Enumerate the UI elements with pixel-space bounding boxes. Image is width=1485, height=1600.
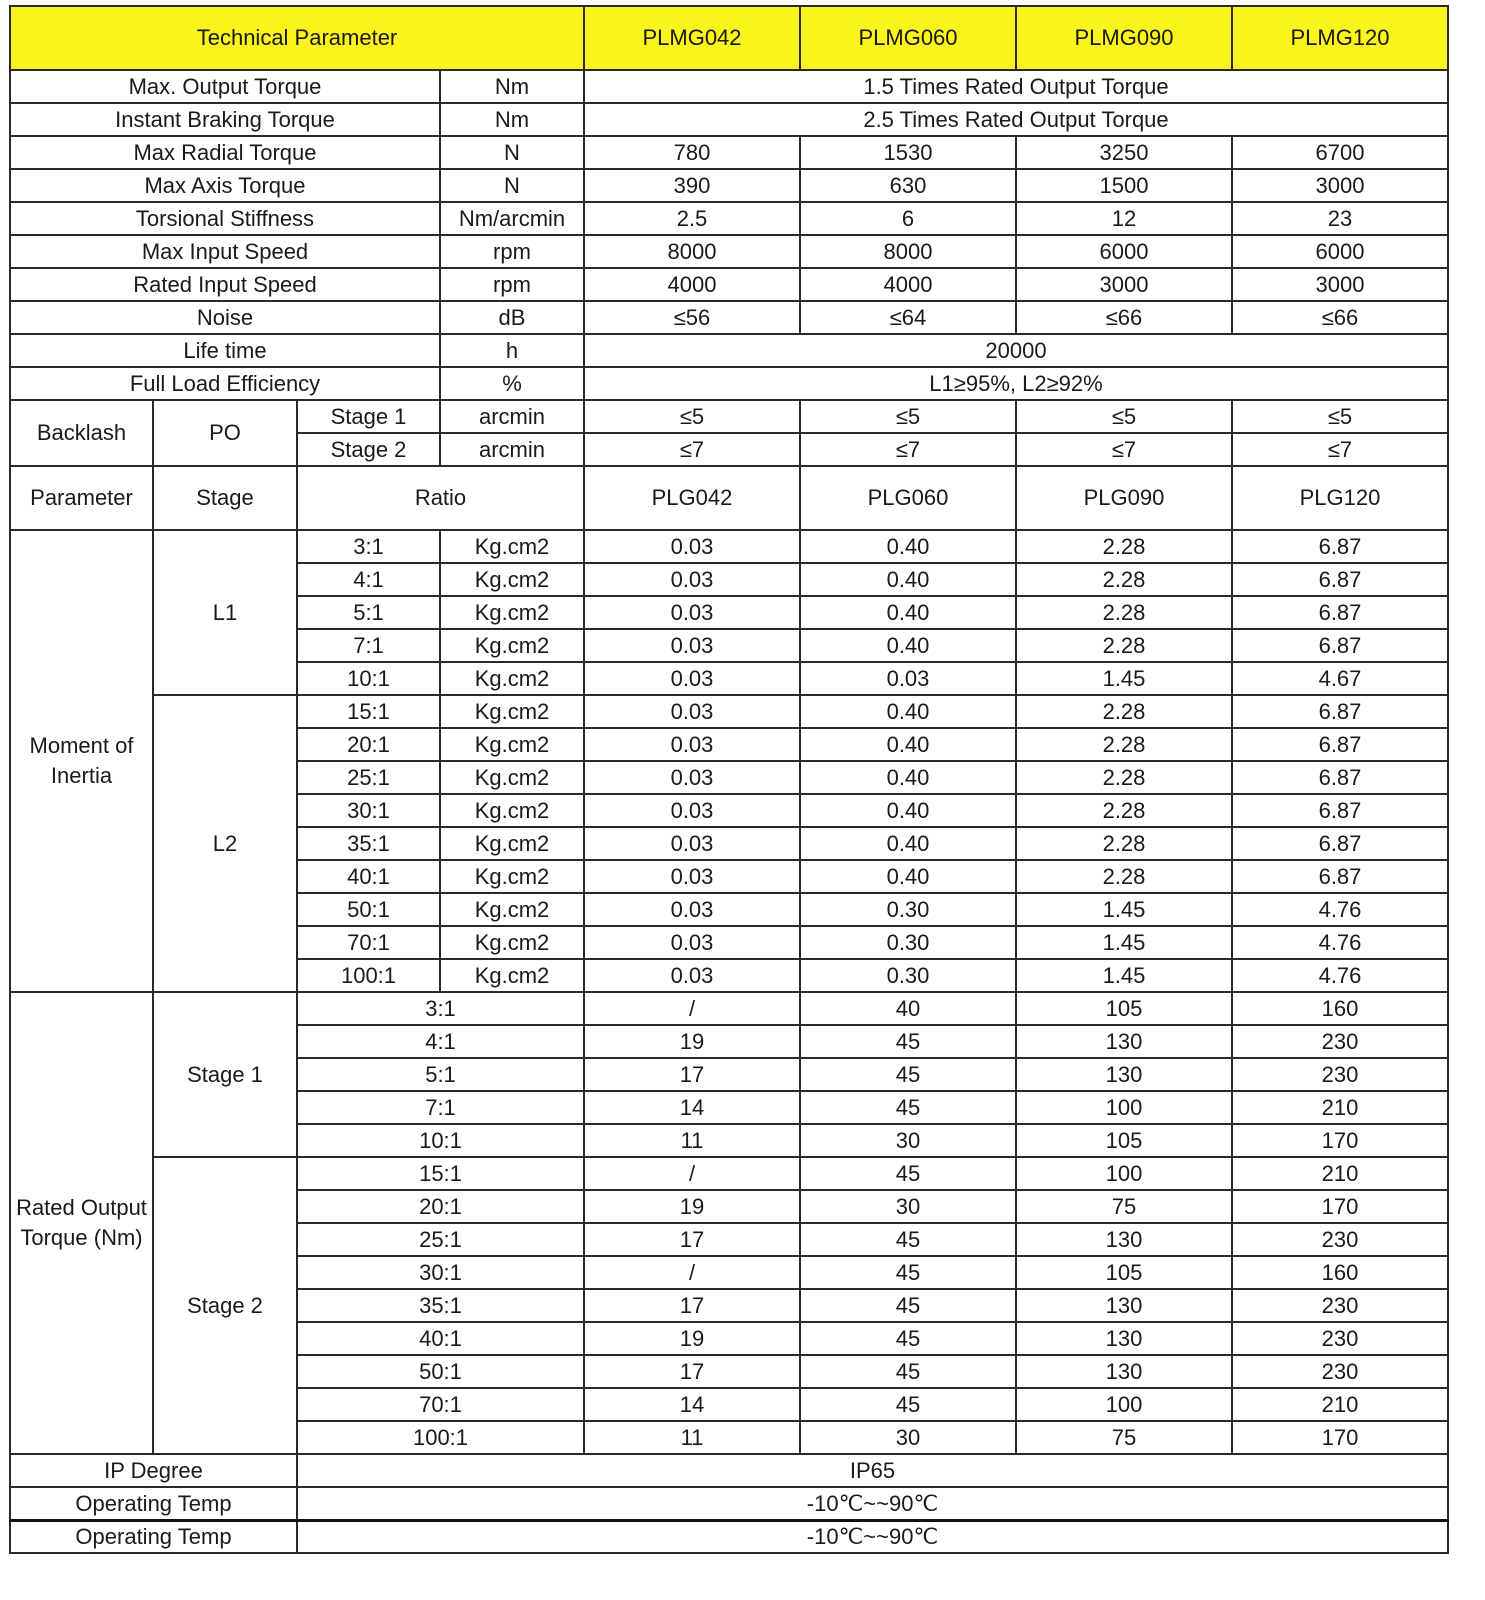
spec-unit: N <box>440 136 584 169</box>
rated-torque-stage: Stage 2 <box>153 1157 297 1454</box>
footer-value: -10℃~~90℃ <box>297 1520 1448 1553</box>
spec-label: Max Input Speed <box>10 235 440 268</box>
inertia-stage: L1 <box>153 530 297 695</box>
rated-torque-value: 45 <box>800 1058 1016 1091</box>
inertia-value: 6.87 <box>1232 563 1448 596</box>
table-row <box>10 169 1448 202</box>
rated-torque-value: 130 <box>1016 1355 1232 1388</box>
inertia-value: 4.67 <box>1232 662 1448 695</box>
inertia-value: 0.03 <box>584 629 800 662</box>
rated-torque-value: 30 <box>800 1190 1016 1223</box>
model-header: PLMG090 <box>1016 6 1232 70</box>
subheader-model: PLG060 <box>800 466 1016 530</box>
rated-torque-value: 11 <box>584 1124 800 1157</box>
table-row <box>10 1487 1448 1520</box>
inertia-value: 2.28 <box>1016 695 1232 728</box>
rated-torque-value: 17 <box>584 1223 800 1256</box>
inertia-value: 0.03 <box>584 827 800 860</box>
inertia-value: 2.28 <box>1016 563 1232 596</box>
inertia-unit: Kg.cm2 <box>440 629 584 662</box>
spec-value: 6700 <box>1232 136 1448 169</box>
spec-value: 2.5 <box>584 202 800 235</box>
inertia-ratio: 35:1 <box>297 827 440 860</box>
inertia-value: 6.87 <box>1232 695 1448 728</box>
inertia-value: 0.40 <box>800 695 1016 728</box>
inertia-ratio: 10:1 <box>297 662 440 695</box>
spec-label: Instant Braking Torque <box>10 103 440 136</box>
spec-label: Torsional Stiffness <box>10 202 440 235</box>
inertia-value: 6.87 <box>1232 794 1448 827</box>
rated-torque-value: 230 <box>1232 1355 1448 1388</box>
inertia-unit: Kg.cm2 <box>440 926 584 959</box>
spec-label: Life time <box>10 334 440 367</box>
rated-torque-value: 14 <box>584 1388 800 1421</box>
inertia-value: 2.28 <box>1016 827 1232 860</box>
table-row <box>10 1454 1448 1487</box>
rated-torque-ratio: 30:1 <box>297 1256 584 1289</box>
spec-value: 8000 <box>800 235 1016 268</box>
rated-torque-value: 75 <box>1016 1190 1232 1223</box>
inertia-value: 0.03 <box>584 926 800 959</box>
spec-value: 3000 <box>1232 169 1448 202</box>
rated-torque-value: 160 <box>1232 1256 1448 1289</box>
inertia-ratio: 5:1 <box>297 596 440 629</box>
spec-merged-value: L1≥95%, L2≥92% <box>584 367 1448 400</box>
inertia-unit: Kg.cm2 <box>440 662 584 695</box>
inertia-unit: Kg.cm2 <box>440 695 584 728</box>
rated-torque-value: 30 <box>800 1124 1016 1157</box>
spec-value: 8000 <box>584 235 800 268</box>
inertia-value: 0.40 <box>800 629 1016 662</box>
rated-torque-value: 170 <box>1232 1190 1448 1223</box>
rated-torque-value: 45 <box>800 1157 1016 1190</box>
inertia-value: 0.40 <box>800 596 1016 629</box>
inertia-value: 1.45 <box>1016 926 1232 959</box>
inertia-value: 0.30 <box>800 959 1016 992</box>
footer-label: IP Degree <box>10 1454 297 1487</box>
spec-unit: Nm/arcmin <box>440 202 584 235</box>
inertia-value: 4.76 <box>1232 926 1448 959</box>
spec-label: Noise <box>10 301 440 334</box>
inertia-value: 0.40 <box>800 860 1016 893</box>
rated-torque-value: 230 <box>1232 1289 1448 1322</box>
table-row <box>10 6 1448 70</box>
inertia-value: 0.40 <box>800 794 1016 827</box>
inertia-value: 2.28 <box>1016 794 1232 827</box>
subheader-model: PLG120 <box>1232 466 1448 530</box>
spec-label: Max Axis Torque <box>10 169 440 202</box>
inertia-value: 6.87 <box>1232 596 1448 629</box>
rated-torque-value: 75 <box>1016 1421 1232 1454</box>
table-row <box>10 334 1448 367</box>
inertia-ratio: 100:1 <box>297 959 440 992</box>
spec-value: 3000 <box>1232 268 1448 301</box>
spec-unit: rpm <box>440 268 584 301</box>
spec-value: 6 <box>800 202 1016 235</box>
spec-value: 1500 <box>1016 169 1232 202</box>
rated-torque-value: 210 <box>1232 1157 1448 1190</box>
rated-torque-value: 45 <box>800 1355 1016 1388</box>
rated-torque-value: 170 <box>1232 1421 1448 1454</box>
subheader-parameter: Parameter <box>10 466 153 530</box>
rated-torque-value: 19 <box>584 1190 800 1223</box>
rated-torque-value: 130 <box>1016 1058 1232 1091</box>
rated-torque-ratio: 100:1 <box>297 1421 584 1454</box>
inertia-value: 0.40 <box>800 563 1016 596</box>
inertia-value: 2.28 <box>1016 728 1232 761</box>
spec-value: 3250 <box>1016 136 1232 169</box>
inertia-value: 0.03 <box>584 893 800 926</box>
rated-torque-ratio: 15:1 <box>297 1157 584 1190</box>
model-header: PLMG120 <box>1232 6 1448 70</box>
spec-label: Max Radial Torque <box>10 136 440 169</box>
rated-torque-value: 170 <box>1232 1124 1448 1157</box>
rated-torque-value: 210 <box>1232 1091 1448 1124</box>
inertia-unit: Kg.cm2 <box>440 728 584 761</box>
inertia-value: 1.45 <box>1016 662 1232 695</box>
table-row <box>10 1157 1448 1190</box>
inertia-value: 0.40 <box>800 530 1016 563</box>
table-row <box>10 235 1448 268</box>
rated-torque-value: 30 <box>800 1421 1016 1454</box>
spec-value: 3000 <box>1016 268 1232 301</box>
backlash-stage: Stage 2 <box>297 433 440 466</box>
table-row <box>10 530 1448 563</box>
rated-torque-ratio: 70:1 <box>297 1388 584 1421</box>
rated-torque-value: 130 <box>1016 1322 1232 1355</box>
spec-unit: N <box>440 169 584 202</box>
inertia-unit: Kg.cm2 <box>440 827 584 860</box>
rated-torque-value: 100 <box>1016 1157 1232 1190</box>
table-row <box>10 1520 1448 1553</box>
inertia-value: 0.30 <box>800 893 1016 926</box>
footer-label: Operating Temp <box>10 1487 297 1520</box>
inertia-ratio: 25:1 <box>297 761 440 794</box>
inertia-value: 0.03 <box>584 728 800 761</box>
spec-value: 23 <box>1232 202 1448 235</box>
inertia-value: 1.45 <box>1016 959 1232 992</box>
inertia-value: 0.03 <box>584 794 800 827</box>
backlash-value: ≤5 <box>800 400 1016 433</box>
spec-label: Rated Input Speed <box>10 268 440 301</box>
rated-torque-value: 40 <box>800 992 1016 1025</box>
table-row <box>10 992 1448 1025</box>
spec-unit: Nm <box>440 70 584 103</box>
spec-value: ≤64 <box>800 301 1016 334</box>
spec-merged-value: 20000 <box>584 334 1448 367</box>
rated-torque-value: 14 <box>584 1091 800 1124</box>
inertia-value: 0.03 <box>584 761 800 794</box>
rated-torque-value: 45 <box>800 1322 1016 1355</box>
rated-torque-value: / <box>584 992 800 1025</box>
rated-torque-value: 130 <box>1016 1289 1232 1322</box>
inertia-value: 2.28 <box>1016 596 1232 629</box>
rated-torque-value: 17 <box>584 1289 800 1322</box>
rated-torque-ratio: 20:1 <box>297 1190 584 1223</box>
inertia-unit: Kg.cm2 <box>440 530 584 563</box>
rated-torque-ratio: 40:1 <box>297 1322 584 1355</box>
inertia-unit: Kg.cm2 <box>440 563 584 596</box>
header-title: Technical Parameter <box>10 6 584 70</box>
rated-torque-value: 230 <box>1232 1025 1448 1058</box>
footer-value: -10℃~~90℃ <box>297 1487 1448 1520</box>
rated-torque-label: Rated Output Torque (Nm) <box>10 992 153 1454</box>
inertia-value: 4.76 <box>1232 959 1448 992</box>
inertia-unit: Kg.cm2 <box>440 794 584 827</box>
inertia-ratio: 3:1 <box>297 530 440 563</box>
backlash-unit: arcmin <box>440 433 584 466</box>
inertia-value: 1.45 <box>1016 893 1232 926</box>
technical-parameter-table <box>9 5 1449 1554</box>
rated-torque-value: 230 <box>1232 1058 1448 1091</box>
backlash-unit: arcmin <box>440 400 584 433</box>
model-header: PLMG042 <box>584 6 800 70</box>
rated-torque-value: 105 <box>1016 1256 1232 1289</box>
table-row <box>10 695 1448 728</box>
footer-value: IP65 <box>297 1454 1448 1487</box>
subheader-stage: Stage <box>153 466 297 530</box>
inertia-value: 6.87 <box>1232 629 1448 662</box>
inertia-ratio: 30:1 <box>297 794 440 827</box>
inertia-value: 0.40 <box>800 827 1016 860</box>
inertia-ratio: 20:1 <box>297 728 440 761</box>
table-row <box>10 268 1448 301</box>
spec-value: 630 <box>800 169 1016 202</box>
table-row <box>10 400 1448 433</box>
rated-torque-ratio: 7:1 <box>297 1091 584 1124</box>
inertia-value: 0.03 <box>584 695 800 728</box>
spec-unit: rpm <box>440 235 584 268</box>
inertia-ratio: 40:1 <box>297 860 440 893</box>
spec-value: 780 <box>584 136 800 169</box>
spec-value: 4000 <box>584 268 800 301</box>
inertia-value: 0.30 <box>800 926 1016 959</box>
spec-unit: dB <box>440 301 584 334</box>
table-row <box>10 70 1448 103</box>
rated-torque-value: 17 <box>584 1355 800 1388</box>
subheader-model: PLG090 <box>1016 466 1232 530</box>
rated-torque-value: 210 <box>1232 1388 1448 1421</box>
rated-torque-value: 19 <box>584 1322 800 1355</box>
inertia-value: 0.03 <box>584 563 800 596</box>
spec-unit: h <box>440 334 584 367</box>
rated-torque-ratio: 5:1 <box>297 1058 584 1091</box>
spec-value: ≤66 <box>1232 301 1448 334</box>
model-header: PLMG060 <box>800 6 1016 70</box>
inertia-ratio: 7:1 <box>297 629 440 662</box>
table-row <box>10 367 1448 400</box>
table-row <box>10 136 1448 169</box>
inertia-value: 0.03 <box>584 596 800 629</box>
inertia-value: 2.28 <box>1016 860 1232 893</box>
backlash-type: PO <box>153 400 297 466</box>
inertia-ratio: 15:1 <box>297 695 440 728</box>
table-row <box>10 103 1448 136</box>
rated-torque-value: 45 <box>800 1256 1016 1289</box>
inertia-value: 6.87 <box>1232 860 1448 893</box>
inertia-value: 0.03 <box>584 959 800 992</box>
rated-torque-value: 105 <box>1016 992 1232 1025</box>
rated-torque-ratio: 3:1 <box>297 992 584 1025</box>
table-row <box>10 202 1448 235</box>
rated-torque-value: 105 <box>1016 1124 1232 1157</box>
rated-torque-stage: Stage 1 <box>153 992 297 1157</box>
inertia-value: 2.28 <box>1016 761 1232 794</box>
rated-torque-value: 45 <box>800 1025 1016 1058</box>
inertia-value: 0.03 <box>584 662 800 695</box>
backlash-label: Backlash <box>10 400 153 466</box>
inertia-value: 0.40 <box>800 728 1016 761</box>
rated-torque-ratio: 25:1 <box>297 1223 584 1256</box>
inertia-ratio: 50:1 <box>297 893 440 926</box>
backlash-value: ≤7 <box>800 433 1016 466</box>
inertia-value: 6.87 <box>1232 728 1448 761</box>
rated-torque-value: 230 <box>1232 1223 1448 1256</box>
rated-torque-value: 45 <box>800 1091 1016 1124</box>
inertia-label: Moment of Inertia <box>10 530 153 992</box>
inertia-value: 4.76 <box>1232 893 1448 926</box>
spec-label: Max. Output Torque <box>10 70 440 103</box>
inertia-value: 0.03 <box>800 662 1016 695</box>
inertia-value: 2.28 <box>1016 629 1232 662</box>
inertia-unit: Kg.cm2 <box>440 959 584 992</box>
spec-value: 6000 <box>1232 235 1448 268</box>
spec-value: 1530 <box>800 136 1016 169</box>
rated-torque-value: 11 <box>584 1421 800 1454</box>
backlash-value: ≤5 <box>584 400 800 433</box>
rated-torque-ratio: 10:1 <box>297 1124 584 1157</box>
inertia-unit: Kg.cm2 <box>440 860 584 893</box>
rated-torque-value: 100 <box>1016 1091 1232 1124</box>
rated-torque-value: 45 <box>800 1388 1016 1421</box>
inertia-value: 2.28 <box>1016 530 1232 563</box>
rated-torque-value: 45 <box>800 1223 1016 1256</box>
rated-torque-value: 100 <box>1016 1388 1232 1421</box>
backlash-value: ≤7 <box>1232 433 1448 466</box>
subheader-ratio: Ratio <box>297 466 584 530</box>
inertia-ratio: 70:1 <box>297 926 440 959</box>
inertia-value: 0.03 <box>584 860 800 893</box>
rated-torque-value: 160 <box>1232 992 1448 1025</box>
rated-torque-value: 17 <box>584 1058 800 1091</box>
subheader-model: PLG042 <box>584 466 800 530</box>
spec-value: 4000 <box>800 268 1016 301</box>
spec-merged-value: 1.5 Times Rated Output Torque <box>584 70 1448 103</box>
table-row <box>10 466 1448 530</box>
inertia-value: 6.87 <box>1232 827 1448 860</box>
inertia-value: 0.40 <box>800 761 1016 794</box>
backlash-value: ≤7 <box>1016 433 1232 466</box>
spec-value: 12 <box>1016 202 1232 235</box>
inertia-value: 6.87 <box>1232 530 1448 563</box>
footer-label: Operating Temp <box>10 1520 297 1553</box>
spec-label: Full Load Efficiency <box>10 367 440 400</box>
spec-value: 6000 <box>1016 235 1232 268</box>
backlash-value: ≤7 <box>584 433 800 466</box>
inertia-ratio: 4:1 <box>297 563 440 596</box>
table-row <box>10 301 1448 334</box>
spec-unit: Nm <box>440 103 584 136</box>
inertia-value: 6.87 <box>1232 761 1448 794</box>
inertia-unit: Kg.cm2 <box>440 761 584 794</box>
spec-value: ≤66 <box>1016 301 1232 334</box>
rated-torque-value: 230 <box>1232 1322 1448 1355</box>
inertia-unit: Kg.cm2 <box>440 893 584 926</box>
rated-torque-value: 45 <box>800 1289 1016 1322</box>
inertia-unit: Kg.cm2 <box>440 596 584 629</box>
inertia-value: 0.03 <box>584 530 800 563</box>
rated-torque-value: 130 <box>1016 1223 1232 1256</box>
rated-torque-ratio: 50:1 <box>297 1355 584 1388</box>
spec-value: ≤56 <box>584 301 800 334</box>
spec-value: 390 <box>584 169 800 202</box>
rated-torque-value: 19 <box>584 1025 800 1058</box>
backlash-stage: Stage 1 <box>297 400 440 433</box>
spec-unit: % <box>440 367 584 400</box>
rated-torque-value: / <box>584 1256 800 1289</box>
rated-torque-ratio: 4:1 <box>297 1025 584 1058</box>
backlash-value: ≤5 <box>1016 400 1232 433</box>
inertia-stage: L2 <box>153 695 297 992</box>
spec-merged-value: 2.5 Times Rated Output Torque <box>584 103 1448 136</box>
rated-torque-ratio: 35:1 <box>297 1289 584 1322</box>
rated-torque-value: 130 <box>1016 1025 1232 1058</box>
backlash-value: ≤5 <box>1232 400 1448 433</box>
rated-torque-value: / <box>584 1157 800 1190</box>
